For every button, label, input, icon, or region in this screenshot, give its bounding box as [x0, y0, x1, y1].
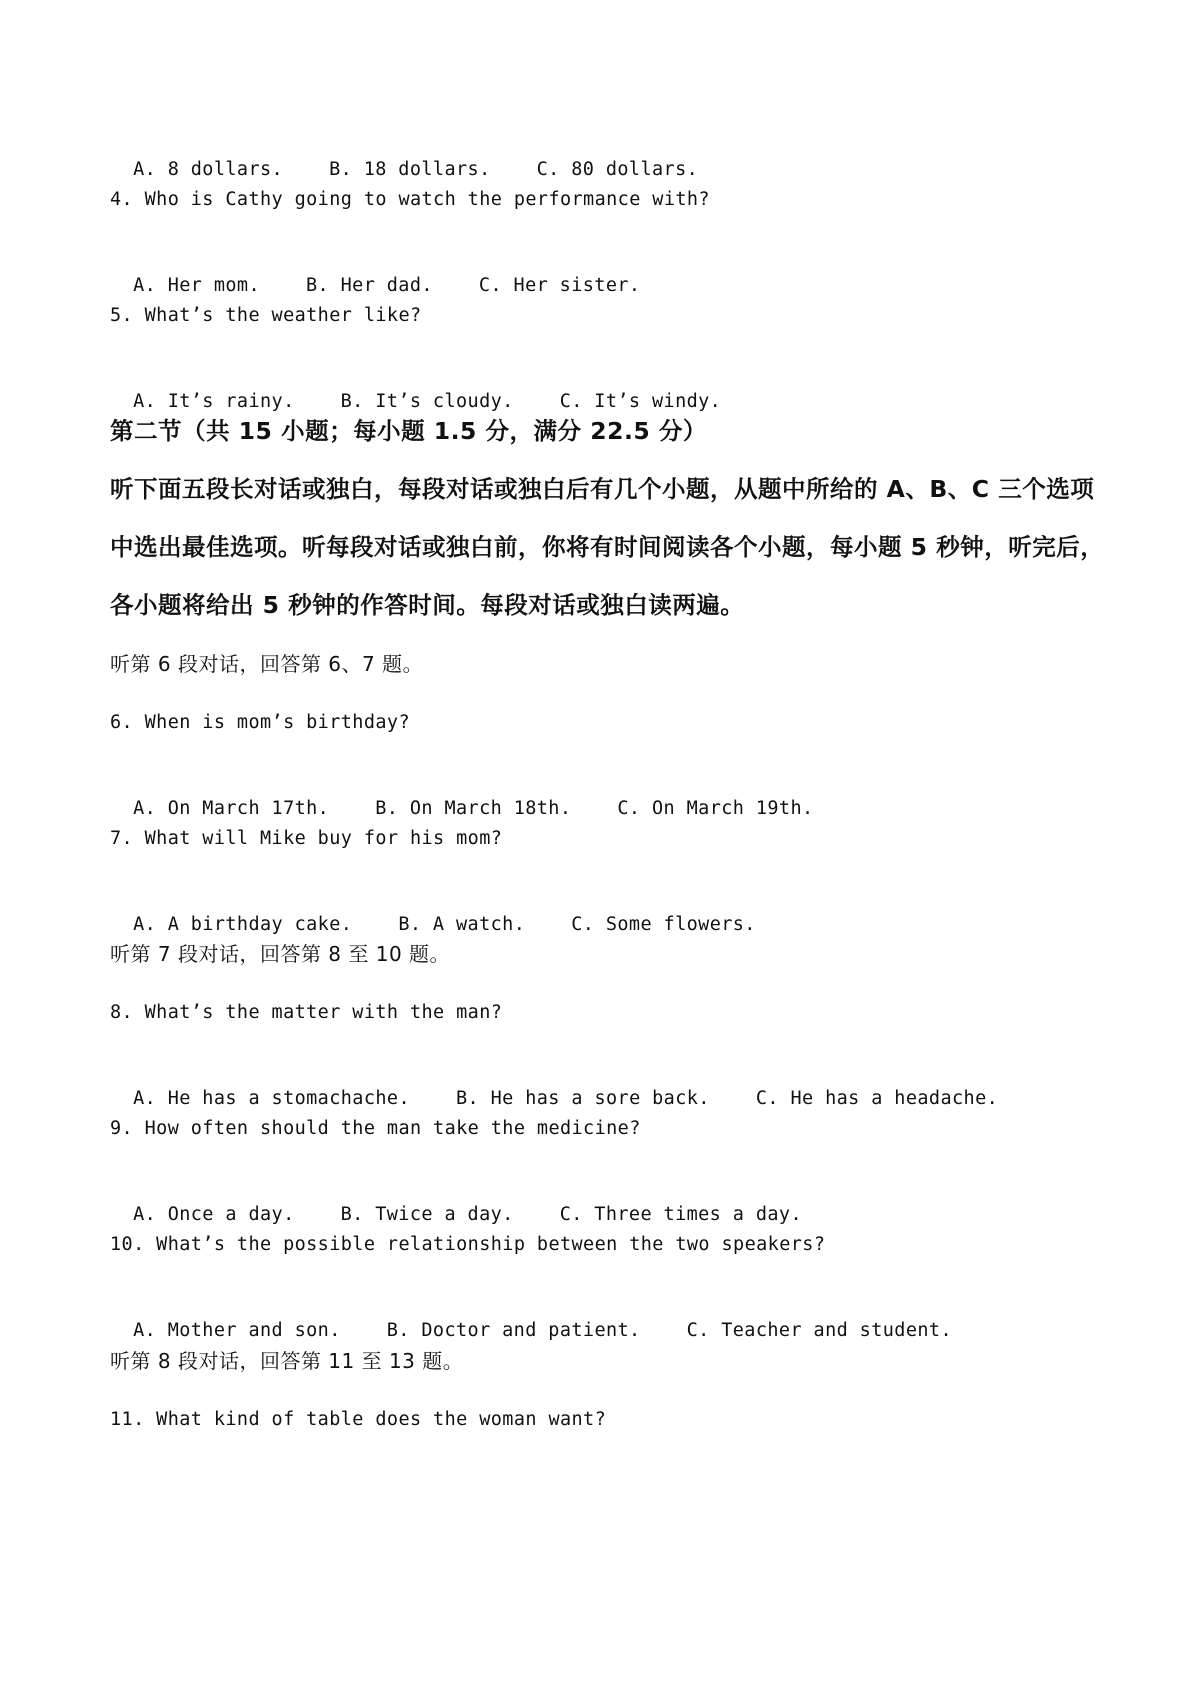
q5-options	[110, 360, 721, 416]
option-a: A. On March 17th.	[133, 798, 330, 819]
section-title: 第二节（共 15 小题；每小题 1.5 分，满分 22.5 分）	[110, 417, 707, 445]
option-a: A. It’s rainy.	[133, 391, 295, 412]
option-b: B. Twice a day.	[340, 1204, 514, 1225]
option-a: A. Mother and son.	[133, 1320, 341, 1341]
option-c: C. 80 dollars.	[536, 159, 699, 180]
q4-options	[110, 244, 640, 300]
section-instruction-line: 听下面五段长对话或独白，每段对话或独白后有几个小题，从题中所给的 A、B、C 三个选项	[110, 475, 1095, 503]
option-c: C. Some flowers.	[571, 914, 756, 935]
question-5: 5. What’s the weather like?	[110, 305, 422, 326]
option-a: A. He has a stomachache.	[133, 1088, 410, 1109]
question-4: 4. Who is Cathy going to watch the performance with?	[110, 189, 710, 210]
section-instruction-line: 中选出最佳选项。听每段对话或独白前，你将有时间阅读各个小题，每小题 5 秒钟，听完后，	[110, 533, 1105, 561]
q10-options	[110, 1289, 952, 1345]
option-b: B. It’s cloudy.	[340, 391, 514, 412]
question-8: 8. What’s the matter with the man?	[110, 1002, 503, 1023]
option-c: C. It’s windy.	[559, 391, 722, 412]
q8-options	[110, 1057, 998, 1113]
question-9: 9. How often should the man take the medicine?	[110, 1118, 641, 1139]
option-b: B. Doctor and patient.	[386, 1320, 641, 1341]
option-c: C. He has a headache.	[755, 1088, 999, 1109]
dialog-intro: 听第 7 段对话，回答第 8 至 10 题。	[110, 942, 451, 966]
question-7: 7. What will Mike buy for his mom?	[110, 828, 503, 849]
option-a: A. Her mom.	[133, 275, 260, 296]
option-b: B. 18 dollars.	[329, 159, 491, 180]
dialog-intro: 听第 6 段对话，回答第 6、7 题。	[110, 652, 424, 676]
option-b: B. A watch.	[398, 914, 526, 935]
option-c: C. Three times a day.	[559, 1204, 802, 1225]
option-c: C. Teacher and student.	[686, 1320, 952, 1341]
option-a: A. A birthday cake.	[133, 914, 353, 935]
q6-options	[110, 767, 814, 823]
section-instruction-line: 各小题将给出 5 秒钟的作答时间。每段对话或独白读两遍。	[110, 591, 745, 619]
question-10: 10. What’s the possible relationship between the two speakers?	[110, 1234, 826, 1255]
option-c: C. Her sister.	[478, 275, 641, 296]
option-c: C. On March 19th.	[617, 798, 814, 819]
option-b: B. On March 18th.	[375, 798, 572, 819]
question-6: 6. When is mom’s birthday?	[110, 712, 410, 733]
option-a: A. Once a day.	[133, 1204, 295, 1225]
option-b: B. He has a sore back.	[456, 1088, 710, 1109]
dialog-intro: 听第 8 段对话，回答第 11 至 13 题。	[110, 1349, 464, 1373]
q7-options	[110, 883, 756, 939]
option-b: B. Her dad.	[306, 275, 433, 296]
option-a: A. 8 dollars.	[133, 159, 284, 180]
question-11: 11. What kind of table does the woman want?	[110, 1409, 607, 1430]
q3-options	[110, 128, 698, 184]
q9-options	[110, 1173, 802, 1229]
